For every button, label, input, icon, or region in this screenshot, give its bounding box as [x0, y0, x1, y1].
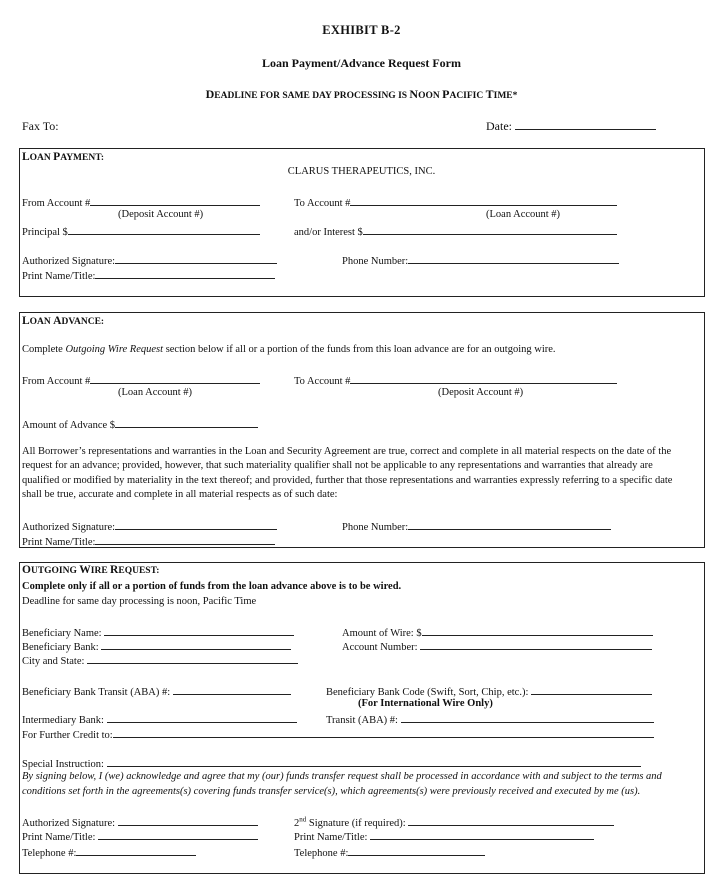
lp-phone-input[interactable]: [408, 253, 619, 264]
deadline-notice: DEADLINE FOR SAME DAY PROCESSING IS NOON PACIFIC TIME*: [205, 87, 518, 101]
w-print-name: Print Name/Title:: [22, 829, 258, 843]
lp-phone: Phone Number:: [342, 253, 619, 267]
w-beneficiary-name: Beneficiary Name:: [22, 625, 294, 639]
w-print-name-input[interactable]: [98, 829, 258, 840]
form-title: Loan Payment/Advance Request Form: [262, 56, 461, 70]
lp-signature-input[interactable]: [115, 253, 277, 264]
loan-payment-title: LOAN PAYMENT:: [22, 151, 105, 163]
la-instruction: Complete Outgoing Wire Request section below if all or a portion of the funds from this loan advance are for an outgoing wire.: [22, 344, 556, 355]
w-intermediary: Intermediary Bank:: [22, 712, 297, 726]
w-intl-only: (For International Wire Only): [358, 698, 493, 709]
wire-complete-only: Complete only if all or a portion of funds from the loan advance above is to be wired.: [22, 581, 402, 592]
w-second-signature-input[interactable]: [408, 815, 614, 826]
wire-title: OUTGOING WIRE REQUEST:: [22, 564, 160, 576]
w-special: Special Instruction:: [22, 756, 641, 770]
w-account-number: Account Number:: [342, 639, 652, 653]
la-to-sub: (Deposit Account #): [438, 387, 524, 398]
lp-from-account: From Account #: [22, 195, 260, 209]
la-phone: Phone Number:: [342, 519, 611, 533]
w-telephone: Telephone #:: [22, 845, 196, 859]
w-print-name-2: Print Name/Title:: [294, 829, 594, 843]
w-telephone-2-input[interactable]: [348, 845, 485, 856]
w-account-number-input[interactable]: [420, 639, 652, 650]
la-reps-line-4: shall be true, accurate and complete in all material respects as of such date:: [22, 489, 338, 500]
fax-to-label: Fax To:: [22, 119, 59, 133]
lp-to-account-input[interactable]: [350, 195, 617, 206]
w-city-state-input[interactable]: [87, 653, 298, 664]
loan-advance-title: LOAN ADVANCE:: [22, 315, 105, 327]
w-special-input[interactable]: [107, 756, 641, 767]
lp-interest: and/or Interest $: [294, 224, 617, 238]
w-signature: Authorized Signature:: [22, 815, 258, 829]
date-field: [486, 119, 656, 134]
w-beneficiary-bank-input[interactable]: [101, 639, 291, 650]
w-bank-transit: Beneficiary Bank Transit (ABA) #:: [22, 684, 291, 698]
lp-from-sub: (Deposit Account #): [118, 209, 204, 220]
w-second-signature: 2nd Signature (if required):: [294, 815, 614, 829]
la-from-account: From Account #: [22, 373, 260, 387]
la-print-name: Print Name/Title:: [22, 534, 275, 548]
date-label: Date:: [486, 119, 512, 133]
la-from-account-input[interactable]: [90, 373, 260, 384]
w-amount: Amount of Wire: $: [342, 625, 653, 639]
date-input-line[interactable]: [515, 119, 656, 130]
la-reps-line-3: qualified or modified by materiality in the text thereof; and provided, further that those representations and warranties expressly referring to a specific date: [22, 475, 673, 486]
la-amount-input[interactable]: [115, 417, 258, 428]
la-reps-line-1: All Borrower’s representations and warranties in the Loan and Security Agreement are true, correct and complete in all material respects on the date of the: [22, 446, 672, 457]
w-ack-line-2: conditions set forth in the agreements(s) covering funds transfer service(s), which agreements(s) were previously received and executed by me (us).: [22, 786, 641, 797]
la-phone-input[interactable]: [408, 519, 611, 530]
lp-from-account-input[interactable]: [90, 195, 260, 206]
lp-principal-input[interactable]: [68, 224, 260, 235]
exhibit-heading: EXHIBIT B-2: [322, 23, 401, 37]
la-signature-input[interactable]: [115, 519, 277, 530]
la-from-sub: (Loan Account #): [118, 387, 193, 398]
w-further-credit: For Further Credit to:: [22, 727, 654, 741]
w-amount-input[interactable]: [422, 625, 653, 636]
lp-to-account: To Account #: [294, 195, 617, 209]
w-telephone-input[interactable]: [76, 845, 196, 856]
w-bank-code: Beneficiary Bank Code (Swift, Sort, Chip, etc.):: [326, 684, 652, 698]
w-ack-line-1: By signing below, I (we) acknowledge and agree that my (our) funds transfer request shall be processed in accordance with and subject to the terms and: [22, 771, 662, 782]
w-transit: Transit (ABA) #:: [326, 712, 654, 726]
la-amount: Amount of Advance $: [22, 417, 258, 431]
w-transit-input[interactable]: [401, 712, 654, 723]
w-further-credit-input[interactable]: [113, 727, 654, 738]
la-to-account: To Account #: [294, 373, 617, 387]
la-print-name-input[interactable]: [95, 534, 275, 545]
la-reps-line-2: request for an advance; provided, however, that such materiality qualifier shall not be applicable to any representations and warranties that already are: [22, 460, 653, 471]
la-signature: Authorized Signature:: [22, 519, 277, 533]
w-signature-input[interactable]: [118, 815, 258, 826]
lp-print-name: Print Name/Title:: [22, 268, 275, 282]
w-print-name-2-input[interactable]: [370, 829, 594, 840]
lp-interest-input[interactable]: [363, 224, 617, 235]
w-intermediary-input[interactable]: [107, 712, 297, 723]
w-beneficiary-bank: Beneficiary Bank:: [22, 639, 291, 653]
lp-to-sub: (Loan Account #): [486, 209, 561, 220]
w-telephone-2: Telephone #:: [294, 845, 485, 859]
w-bank-transit-input[interactable]: [173, 684, 291, 695]
lp-print-name-input[interactable]: [95, 268, 275, 279]
lp-principal: Principal $: [22, 224, 260, 238]
lp-signature: Authorized Signature:: [22, 253, 277, 267]
wire-deadline: Deadline for same day processing is noon, Pacific Time: [22, 596, 257, 607]
w-city-state: City and State:: [22, 653, 298, 667]
w-bank-code-input[interactable]: [531, 684, 652, 695]
la-to-account-input[interactable]: [350, 373, 617, 384]
w-beneficiary-name-input[interactable]: [104, 625, 294, 636]
company-name: CLARUS THERAPEUTICS, INC.: [287, 166, 436, 177]
